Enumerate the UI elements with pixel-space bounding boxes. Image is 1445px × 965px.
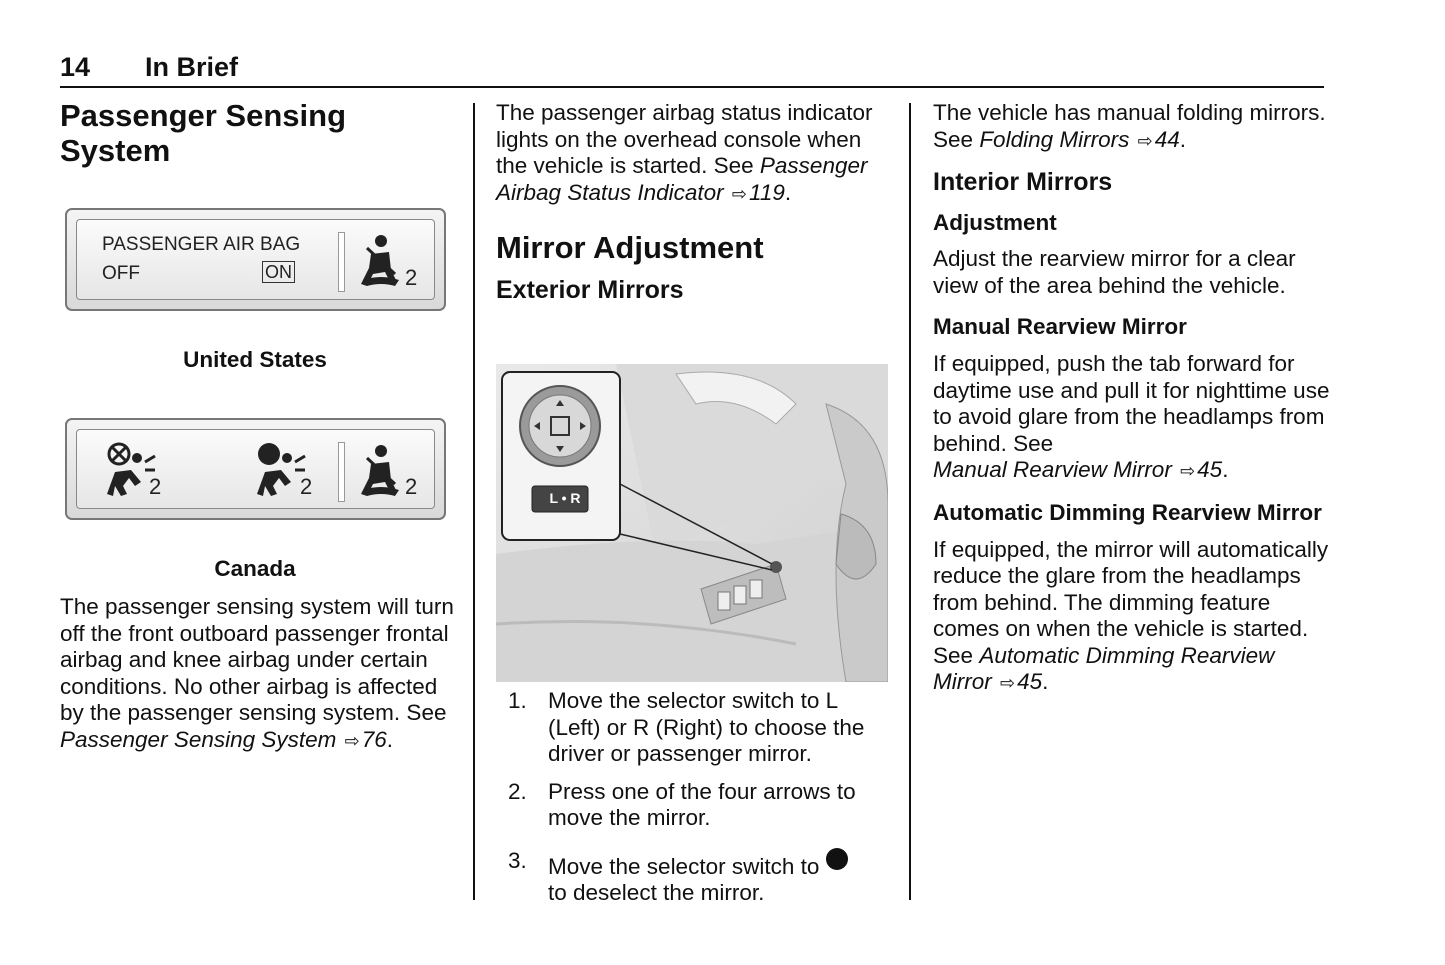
step-1: 1. Move the selector switch to L (Left) or R (Right) to choose the driver or passenger mirror. xyxy=(508,688,865,766)
page-reference-arrow-icon: ⇨ xyxy=(1180,461,1196,481)
folding-mirrors-paragraph: The vehicle has manual folding mirrors. See Folding Mirrors ⇨44. xyxy=(933,100,1326,152)
status-indicator-paragraph: The passenger airbag status indicator lights on the overhead console when the vehicle is started. See Passenger Airbag Status Indicator ⇨119. xyxy=(496,100,873,205)
reference-link[interactable]: Folding Mirrors ⇨44 xyxy=(979,126,1180,152)
page-reference-arrow-icon: ⇨ xyxy=(344,730,360,751)
page-reference-arrow-icon: ⇨ xyxy=(731,183,747,204)
column-divider-right xyxy=(909,103,911,900)
column-divider-left xyxy=(473,103,475,900)
us-caption: United States xyxy=(183,347,327,372)
left-body xyxy=(60,594,460,754)
page-reference-arrow-icon: ⇨ xyxy=(1000,673,1016,693)
page-title: Passenger Sensing System xyxy=(60,98,347,168)
seatbelt-subscript: 2 xyxy=(405,265,418,290)
canada-indicator-panel xyxy=(65,418,446,520)
header-rule xyxy=(60,86,1324,88)
reference-link[interactable]: Passenger Airbag Status Indicator ⇨119 xyxy=(496,153,868,205)
airbag-off-subscript: 2 xyxy=(149,474,162,499)
panel-separator xyxy=(338,442,345,502)
interior-mirrors-heading: Interior Mirrors xyxy=(933,168,1113,196)
section-title: In Brief xyxy=(145,52,239,82)
step-2: 2. Press one of the four arrows to move the mirror. xyxy=(508,778,856,830)
selector-switch-label: L • R xyxy=(549,490,581,506)
adjustment-heading: Adjustment xyxy=(933,210,1057,235)
reference-link[interactable]: Automatic Dimming Rearview Mirror ⇨45 xyxy=(933,642,1275,694)
middle-steps xyxy=(496,688,896,918)
reference-link[interactable]: Passenger Sensing System ⇨76 xyxy=(60,726,387,752)
page-number: 14 xyxy=(60,52,91,82)
sensing-paragraph: The passenger sensing system will turn off the front outboard passenger frontal airbag and knee airbag under certain conditions. No other airbag is affected by the passenger sensing system. See Passenger Sensing System ⇨76. xyxy=(60,594,454,752)
seatbelt-icon xyxy=(359,444,407,502)
manual-mirror-heading: Manual Rearview Mirror xyxy=(933,314,1187,339)
auto-dimming-paragraph: If equipped, the mirror will automatically reduce the glare from the headlamps from behind. The dimming feature comes on when the vehicle is started. See Automatic Dimming Rearview Mirror ⇨45. xyxy=(933,536,1329,694)
seatbelt-subscript: 2 xyxy=(405,474,418,499)
adjustment-paragraph: Adjust the rearview mirror for a clear view of the area behind the vehicle. xyxy=(933,246,1296,298)
mirror-adjustment-heading: Mirror Adjustment xyxy=(496,230,764,265)
off-label: OFF xyxy=(102,263,140,284)
middle-column xyxy=(496,100,891,305)
seatbelt-icon xyxy=(359,234,407,292)
panel-separator xyxy=(338,232,345,292)
page-reference-arrow-icon: ⇨ xyxy=(1137,130,1153,151)
step-3: 3. Move the selector switch to to deselect the mirror. xyxy=(496,848,896,907)
airbag-label: PASSENGER AIR BAG xyxy=(102,234,301,255)
reference-link[interactable]: Manual Rearview Mirror ⇨45 xyxy=(933,457,1223,482)
canada-caption: Canada xyxy=(214,556,296,581)
right-column xyxy=(933,100,1333,697)
auto-dimming-heading: Automatic Dimming Rearview Mirror xyxy=(933,499,1322,525)
airbag-on-subscript: 2 xyxy=(300,474,313,499)
door-panel-illustration xyxy=(496,364,888,682)
exterior-mirrors-heading: Exterior Mirrors xyxy=(496,276,684,304)
manual-mirror-paragraph: If equipped, push the tab forward for daytime use and pull it for nighttime use to avoid glare from the headlamps from behind. See Manual Rearview Mirror ⇨45. xyxy=(933,351,1330,482)
selector-dot-icon xyxy=(826,848,848,870)
page-header xyxy=(60,52,238,83)
left-column xyxy=(60,98,455,168)
us-indicator-panel xyxy=(65,208,446,311)
on-label: ON xyxy=(262,261,295,283)
